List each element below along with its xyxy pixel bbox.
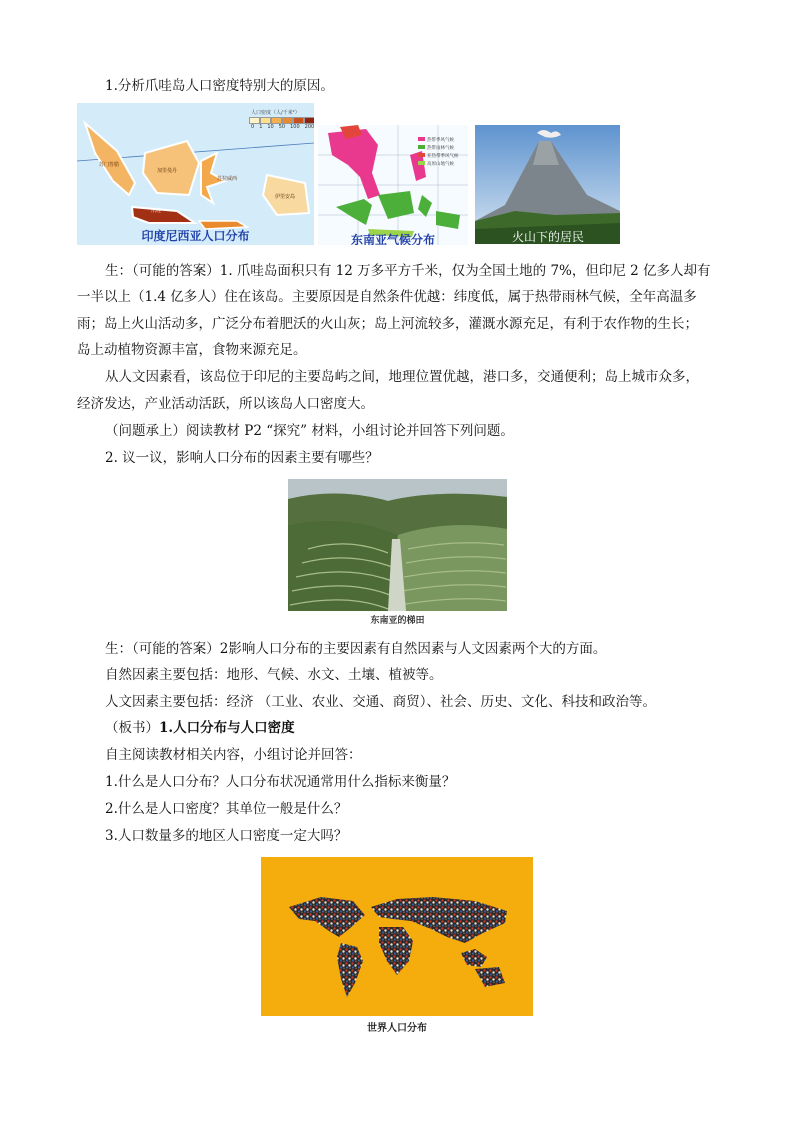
question-2: 2. 议一议，影响人口分布的因素主要有哪些？ (105, 450, 379, 466)
map-label-irian: 伊里安岛 (275, 194, 296, 200)
legend-swatch (418, 153, 425, 157)
legend-swatch (249, 117, 260, 124)
answer-1-line-3: 雨；岛上火山活动多，广泛分布着肥沃的火山灰；岛上河流较多，灌溉水源充足，有利于农作物的生长； (77, 316, 698, 332)
climate-legend-item (418, 137, 459, 145)
natural-factors: 自然因素主要包括：地形、气候、水文、土壤、植被等。 (105, 667, 443, 683)
legend-swatch (418, 145, 425, 149)
legend-tick: 200 (304, 124, 314, 130)
climate-legend-item (418, 161, 459, 169)
board-heading (105, 718, 295, 738)
climate-legend-item (418, 145, 459, 153)
indonesia-legend (249, 117, 314, 124)
question-list-item-1: 1.什么是人口分布？人口分布状况通常用什么指标来衡量？ (105, 774, 456, 790)
human-factors: 人文因素主要包括：经济 （工业、农业、交通、商贸）、社会、历史、文化、科技和政治等。 (105, 694, 657, 710)
transition-text: （问题承上）阅读教材 P2 “探究” 材料，小组讨论并回答下列问题。 (105, 423, 514, 439)
climate-legend-item (418, 153, 459, 161)
answer-1b-line-1: 从人文因素看，该岛位于印尼的主要岛屿之间，地理位置优越，港口多，交通便利；岛上城市众多， (105, 369, 699, 385)
world-population-caption: 世界人口分布 (367, 1023, 427, 1034)
board-title: 1.人口分布与人口密度 (159, 720, 295, 736)
question-list-item-3: 3.人口数量多的地区人口密度一定大吗？ (105, 828, 348, 844)
indonesia-legend-title: 人口密度（人/千米²） (251, 110, 300, 116)
world-population-image (261, 857, 533, 1016)
climate-legend-label: 热带季风气候 (427, 138, 454, 143)
map-label-kalimantan: 加里曼丹 (157, 168, 178, 174)
terrace-caption: 东南亚的梯田 (370, 616, 425, 626)
self-read-instruction: 自主阅读教材相关内容，小组讨论并回答： (105, 747, 362, 763)
legend-swatch (293, 117, 304, 124)
map-label-sumatra: 苏门答腊 (99, 162, 120, 168)
map-label-java: 爪哇 (151, 208, 162, 214)
climate-legend-label: 亚热带季风气候 (427, 154, 459, 159)
legend-tick: 50 (278, 124, 286, 130)
answer-1-line-1: 生：（可能的答案）1. 爪哇岛面积只有 12 万多平方千米，仅为全国土地的 7%，但印尼 2 亿多人却有 (105, 263, 711, 279)
indonesia-caption: 印度尼西亚人口分布 (141, 229, 250, 243)
volcano-photo (475, 125, 620, 244)
climate-legend-label: 热带雨林气候 (427, 146, 454, 151)
legend-swatch (271, 117, 282, 124)
legend-tick: 1 (259, 124, 263, 130)
terrace-photo (288, 479, 507, 611)
answer-1b-line-2: 经济发达，产业活动活跃，所以该岛人口密度大。 (77, 396, 374, 412)
indonesia-legend-ticks (251, 124, 314, 130)
map-label-sulawesi: 苏拉威西 (217, 176, 238, 182)
climate-caption: 东南亚气候分布 (350, 233, 435, 245)
question-1: 1.分析爪哇岛人口密度特别大的原因。 (105, 78, 334, 94)
legend-tick: 100 (290, 124, 300, 130)
answer-1-line-4: 岛上动植物资源丰富，食物来源充足。 (77, 342, 307, 358)
legend-tick: 0 (251, 124, 255, 130)
indonesia-population-map (77, 103, 314, 245)
legend-tick: 10 (267, 124, 274, 130)
legend-swatch (418, 137, 425, 141)
legend-swatch (282, 117, 293, 124)
question-list-item-2: 2.什么是人口密度？其单位一般是什么？ (105, 801, 348, 817)
answer-2: 生：（可能的答案）2影响人口分布的主要因素有自然因素与人文因素两个大的方面。 (105, 641, 607, 657)
terrace-graphic (288, 479, 507, 611)
climate-legend (418, 137, 459, 169)
legend-swatch (304, 117, 314, 124)
volcano-caption: 火山下的居民 (511, 230, 584, 244)
world-crowd-map-graphic (261, 857, 533, 1016)
southeast-asia-climate-map (318, 125, 468, 245)
legend-swatch (260, 117, 271, 124)
legend-swatch (418, 161, 425, 165)
board-prefix: （板书） (105, 720, 159, 736)
answer-1-line-2: 一半以上（1.4 亿多人）住在该岛。主要原因是自然条件优越：纬度低，属于热带雨林气候，全年高温多 (77, 289, 697, 305)
climate-legend-label: 高原山地气候 (427, 162, 454, 167)
volcano-graphic (475, 125, 620, 244)
